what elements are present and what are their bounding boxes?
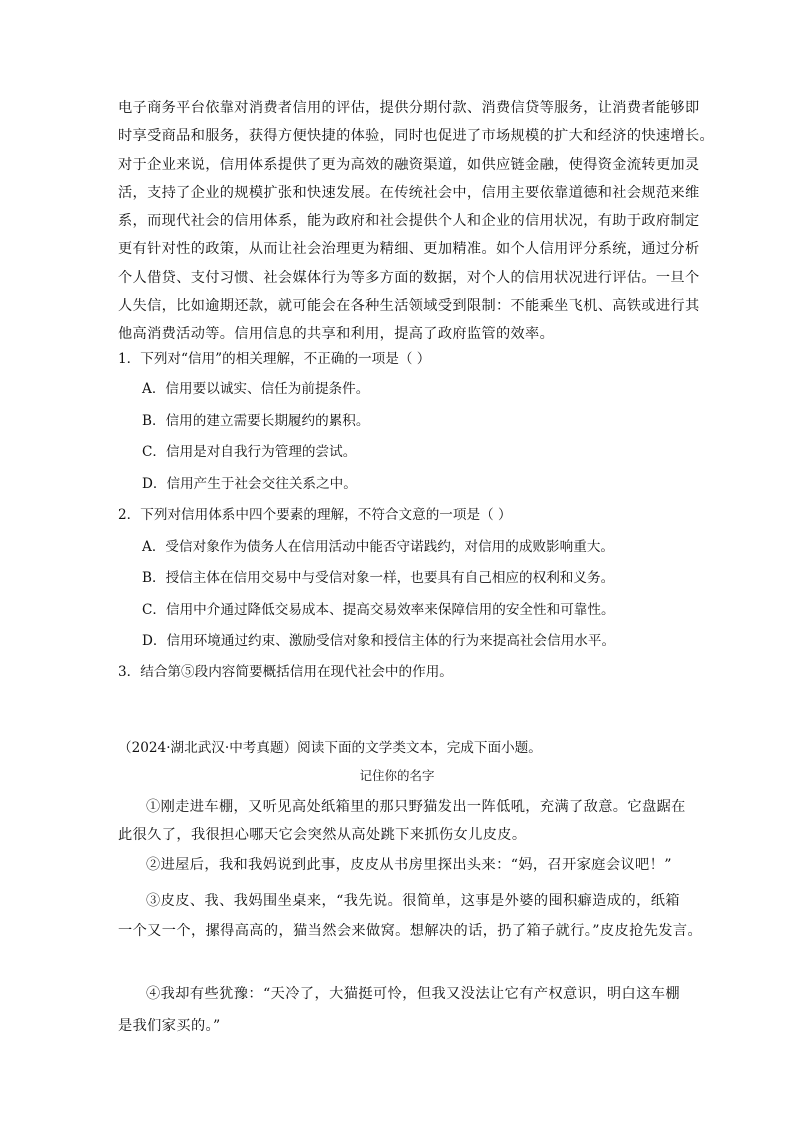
passage-line: 电子商务平台依靠对消费者信用的评估，提供分期付款、消费信贷等服务，让消费者能够即 — [118, 100, 700, 116]
story-line: 一个又一个，摞得高高的，猫当然会来做窝。想解决的话，扔了箱子就行。”皮皮抢先发言。 — [118, 923, 703, 939]
question-1-stem: 1．下列对“信用”的相关理解，不正确的一项是（ ） — [118, 351, 431, 367]
story-paragraph-2 — [118, 854, 680, 874]
question-2-option-a: A．受信对象作为债务人在信用活动中能否守诺践约，对信用的成败影响重大。 — [142, 539, 615, 555]
passage-line: 活，支持了企业的规模扩张和快速发展。在传统社会中，信用主要依靠道德和社会规范来维 — [118, 184, 700, 201]
passage-line: 时享受商品和服务，获得方便快捷的体验，同时也促进了市场规模的扩大和经济的快速增长。 — [118, 128, 715, 145]
question-2-option-d: D．信用环境通过约束、激励受信对象和授信主体的行为来提高社会信用水平。 — [142, 633, 616, 649]
question-2-stem: 2．下列对信用体系中四个要素的理解，不符合文意的一项是（ ） — [118, 507, 512, 523]
passage-line: 他高消费活动等。信用信息的共享和利用，提高了政府监管的效率。 — [118, 326, 555, 343]
story-line: ①刚走进车棚，又听见高处纸箱里的那只野猫发出一阵低吼，充满了敌意。它盘踞在 — [146, 799, 686, 815]
question-2-option-c: C．信用中介通过降低交易成本、提高交易效率来保障信用的安全性和可靠性。 — [142, 602, 615, 618]
passage-line: 系，而现代社会的信用体系，能为政府和社会提供个人和企业的信用状况，有助于政府制定 — [118, 213, 700, 230]
question-1-option-b: B．信用的建立需要长期履约的累积。 — [142, 413, 370, 429]
passage-line: 人失信，比如逾期还款，就可能会在各种生活领域受到限制：不能乘坐飞机、高铁或进行其 — [118, 298, 700, 315]
story-paragraph-1 — [118, 793, 686, 849]
question-1-option-c: C．信用是对自我行为管理的尝试。 — [142, 444, 357, 460]
story-title: 记住你的名字 — [359, 768, 435, 783]
question-3-stem: 3．结合第⑤段内容简要概括信用在现代社会中的作用。 — [118, 664, 453, 680]
passage — [118, 94, 715, 349]
question-1-option-a: A．信用要以诚实、信任为前提条件。 — [142, 381, 370, 397]
story-paragraph-3 — [118, 886, 703, 946]
story-paragraph-4 — [118, 978, 680, 1042]
story-line: 此很久了，我很担心哪天它会突然从高处跳下来抓伤女儿皮皮。 — [118, 827, 527, 843]
question-1-option-d: D．信用产生于社会交往关系之中。 — [142, 476, 357, 492]
section-source: （2024·湖北武汉·中考真题）阅读下面的文学类文本，完成下面小题。 — [118, 740, 542, 756]
passage-line: 更有针对性的政策，从而让社会治理更为精细、更加精准。如个人信用评分系统，通过分析 — [118, 241, 700, 258]
story-line: ③皮皮、我、我妈围坐桌来，“我先说。很简单，这事是外婆的囤积癖造成的，纸箱 — [146, 893, 680, 909]
story-line: ②进屋后，我和我妈说到此事，皮皮从书房里探出头来：“妈，召开家庭会议吧！” — [146, 857, 672, 873]
question-2-option-b: B．授信主体在信用交易中与受信对象一样，也要具有自己相应的权利和义务。 — [142, 570, 615, 586]
story-line: 是我们家买的。” — [118, 1018, 221, 1034]
passage-line: 个人借贷、支付习惯、社会媒体行为等多方面的数据，对个人的信用状况进行评估。一旦个 — [118, 269, 700, 286]
story-line: ④我却有些犹豫：“天冷了，大猫挺可怜，但我又没法让它有产权意识，明白这车棚 — [146, 986, 680, 1002]
passage-line: 对于企业来说，信用体系提供了更为高效的融资渠道，如供应链金融，使得资金流转更加灵 — [118, 156, 700, 173]
